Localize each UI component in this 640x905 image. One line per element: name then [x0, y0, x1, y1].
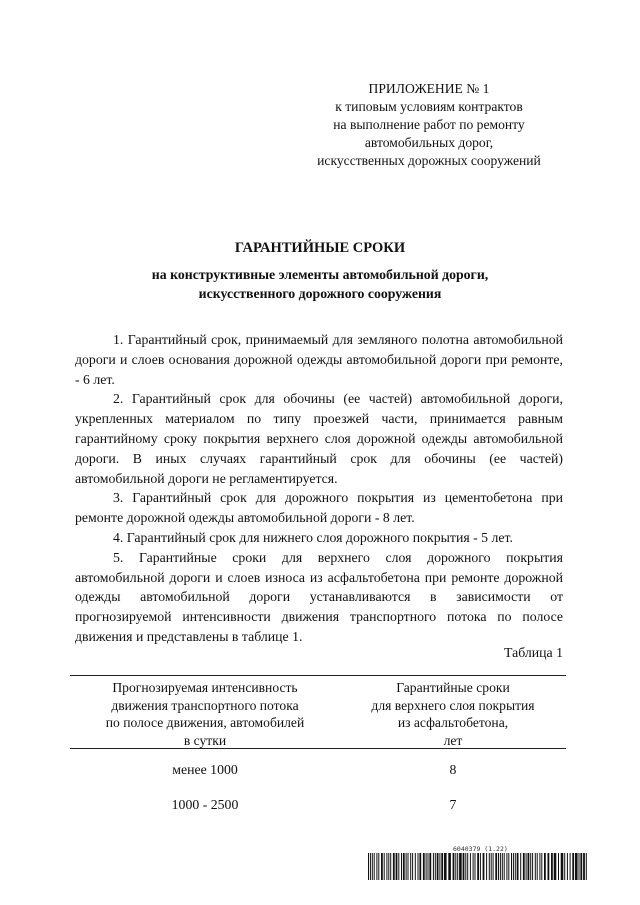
header-line: для верхнего слоя покрытия: [371, 697, 535, 713]
table-header-warranty: [340, 679, 566, 749]
cell-years: 8: [449, 762, 457, 777]
document-title: ГАРАНТИЙНЫЕ СРОКИ: [234, 240, 406, 256]
header-line: Прогнозируемая интенсивность: [112, 680, 298, 695]
subtitle-line: искусственного дорожного сооружения: [198, 286, 442, 301]
table-header-rule: [70, 748, 566, 749]
appendix-line: ПРИЛОЖЕНИЕ № 1: [368, 81, 490, 96]
paragraph-5: 5. Гарантийные сроки для верхнего слоя дорожного покрытия автомобильной дороги и слоев износа из асфальтобетона при ремонте дорожной одежды автомобильной дороги устанавливаются в зависимости от прогнозируемой интенсивности движения транспортного потока по полосе движения и представлены в таблице 1.: [75, 549, 563, 644]
appendix-line: на выполнение работ по ремонту: [333, 117, 525, 132]
header-line: по полосе движения, автомобилей: [105, 715, 305, 730]
appendix-line: автомобильных дорог,: [364, 135, 494, 150]
paragraph-1: 1. Гарантийный срок, принимаемый для земляного полотна автомобильной дороги и слоев основания дорожной одежды автомобильной дороги при ремонте, - 6 лет.: [75, 332, 563, 387]
appendix-line: искусственных дорожных сооружений: [317, 153, 541, 168]
header-line: Гарантийные сроки: [396, 680, 510, 695]
header-line: лет: [443, 732, 463, 748]
barcode-icon: [368, 853, 588, 880]
appendix-line: к типовым условиям контрактов: [335, 99, 523, 114]
cell-intensity: 1000 - 2500: [171, 797, 239, 812]
cell-intensity: менее 1000: [172, 762, 238, 777]
header-line: движения транспортного потока: [111, 697, 299, 713]
header-line: в сутки: [183, 732, 227, 748]
cell-years: 7: [449, 797, 457, 812]
table-header-intensity: [70, 679, 340, 749]
paragraph-3: 3. Гарантийный срок для дорожного покрытия из цементобетона при ремонте дорожной одежды автомобильной дороги - 8 лет.: [75, 490, 563, 526]
document-body: [75, 330, 563, 647]
paragraph-4: 4. Гарантийный срок для нижнего слоя дорожного покрытия - 5 лет.: [113, 529, 513, 545]
appendix-header: [300, 80, 558, 170]
document-subtitle: [0, 265, 640, 303]
barcode-number: 6040379 (1.22): [453, 845, 508, 853]
subtitle-line: на конструктивные элементы автомобильной дороги,: [151, 267, 489, 282]
table-caption: Таблица 1: [503, 645, 563, 660]
header-line: из асфальтобетона,: [397, 715, 509, 730]
paragraph-2: 2. Гарантийный срок для обочины (ее частей) автомобильной дороги, укрепленных материалом по типу проезжей части, принимается равным гарантийному сроку покрытия верхнего слоя дорожной одежды автомобильной дороги. В иных случаях гарантийный срок для обочины (ее частей) автомобильной дороги не регламентируется.: [75, 391, 563, 486]
table-top-rule: [70, 675, 566, 676]
